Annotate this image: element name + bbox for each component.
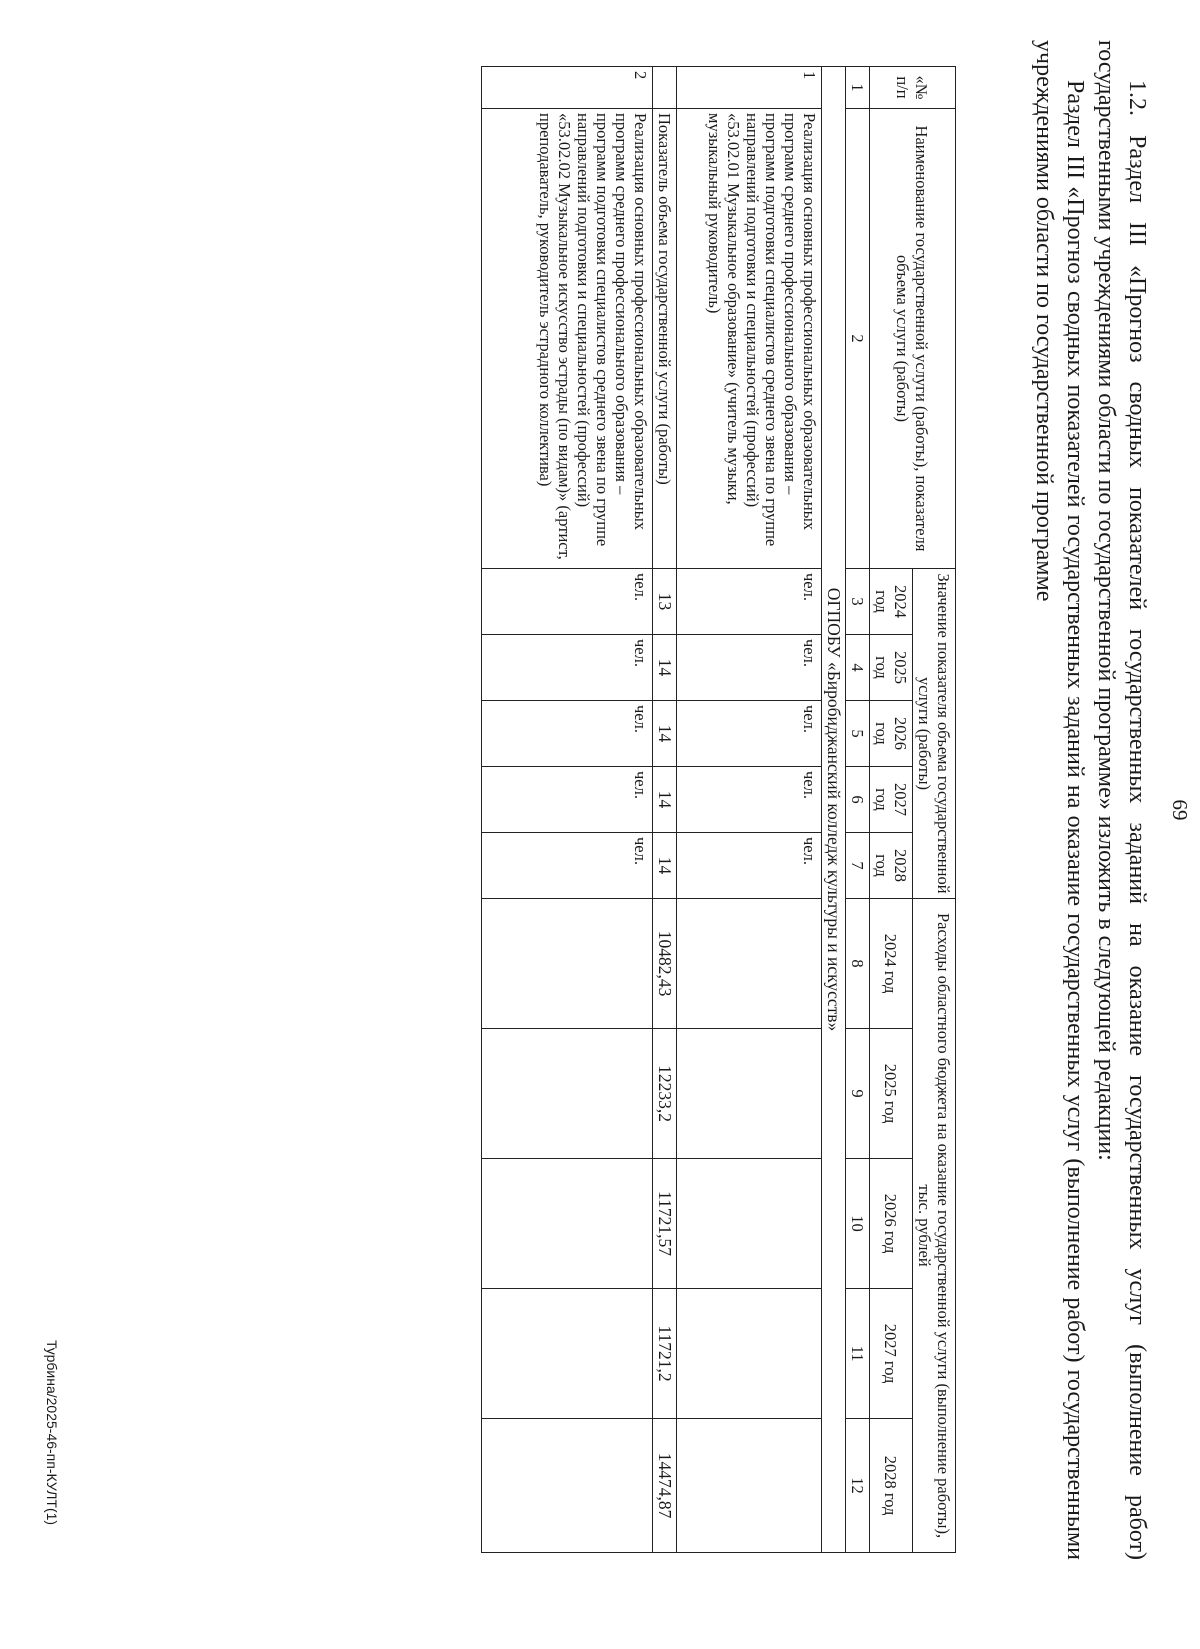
expense-cell: 11721,57 — [653, 1159, 677, 1289]
expense-cell — [677, 1029, 822, 1159]
volume-cell: чел. — [482, 635, 653, 701]
volume-cell: чел. — [482, 569, 653, 635]
expense-cell: 12233,2 — [653, 1029, 677, 1159]
header-volume-year: 2028 год — [870, 833, 913, 899]
column-number: 12 — [846, 1419, 870, 1553]
column-number: 11 — [846, 1289, 870, 1419]
expense-cell — [677, 1159, 822, 1289]
expense-cell: 14474,87 — [653, 1419, 677, 1553]
intro-paragraph-2: Раздел III «Прогноз сводных показателей государственных заданий на оказание государственных услуг (выполнение работ) государственными учреждениями области по государственной программе — [1031, 40, 1088, 1560]
column-number: 4 — [846, 635, 870, 701]
expense-cell — [677, 899, 822, 1029]
header-volume-year: 2025 год — [870, 635, 913, 701]
volume-cell: 14 — [653, 767, 677, 833]
forecast-table — [481, 66, 956, 1553]
header-row-1 — [913, 67, 956, 1553]
row-name: Реализация основных профессиональных образовательных программ среднего профессионального образования – программ подготовки специалистов среднего звена по группе направлений подготовки и специальностей (профессий) «53.02.01 Музыкальное образование» (учитель музыки, музыкальный руководитель) — [677, 109, 822, 569]
column-number: 9 — [846, 1029, 870, 1159]
header-expense-year: 2028 год — [870, 1419, 913, 1553]
volume-cell: чел. — [677, 569, 822, 635]
page-number: 69 — [1168, 799, 1192, 821]
volume-cell: чел. — [677, 833, 822, 899]
header-volume-year: 2027 год — [870, 767, 913, 833]
header-volume-group: Значение показателя объема государственной услуги (работы) — [913, 569, 956, 899]
column-number: 7 — [846, 833, 870, 899]
expense-cell: 10482,43 — [653, 899, 677, 1029]
document-page — [20, 0, 1200, 1620]
column-number: 8 — [846, 899, 870, 1029]
volume-cell: чел. — [482, 767, 653, 833]
volume-cell: чел. — [482, 833, 653, 899]
header-expense-year: 2026 год — [870, 1159, 913, 1289]
header-name: Наименование государственной услуги (работы), показателя объема услуги (работы) — [870, 109, 956, 569]
expense-cell — [482, 899, 653, 1029]
column-number: 3 — [846, 569, 870, 635]
expense-cell: 11721,2 — [653, 1289, 677, 1419]
row-name: Показатель объема государственной услуги (работы) — [653, 109, 677, 569]
table-row — [653, 67, 677, 1553]
column-number: 10 — [846, 1159, 870, 1289]
volume-cell: 14 — [653, 635, 677, 701]
row-num — [653, 67, 677, 109]
organization-row — [822, 67, 846, 1553]
expense-cell — [677, 1419, 822, 1553]
volume-cell: чел. — [677, 635, 822, 701]
header-expense-year: 2025 год — [870, 1029, 913, 1159]
table-row — [482, 67, 653, 1553]
header-expense-group: Расходы областного бюджета на оказание государственной услуги (выполнение работы), тыс. рублей — [913, 899, 956, 1553]
volume-cell: 14 — [653, 833, 677, 899]
row-num: 1 — [677, 67, 822, 109]
header-expense-year: 2024 год — [870, 899, 913, 1029]
expense-cell — [482, 1419, 653, 1553]
expense-cell — [482, 1029, 653, 1159]
header-expense-year: 2027 год — [870, 1289, 913, 1419]
volume-cell: чел. — [482, 701, 653, 767]
expense-cell — [482, 1289, 653, 1419]
row-num: 2 — [482, 67, 653, 109]
document-code: Турбина/2025-46-пп-КУЛТ(1) — [44, 1340, 60, 1526]
header-num: «№ п/п — [870, 67, 956, 109]
row-name: Реализация основных профессиональных образовательных программ среднего профессионального образования – программ подготовки специалистов среднего звена по группе направлений подготовки и специальностей (профессий) «53.02.02 Музыкальное искусство эстрады (по видам)» (артист, преподаватель, руководитель эстрадного коллектива) — [482, 109, 653, 569]
header-volume-year: 2024 год — [870, 569, 913, 635]
intro-text — [1028, 40, 1152, 1560]
expense-cell — [677, 1289, 822, 1419]
volume-cell: чел. — [677, 701, 822, 767]
column-number: 2 — [846, 109, 870, 569]
column-number: 1 — [846, 67, 870, 109]
table-row — [677, 67, 822, 1553]
column-number: 5 — [846, 701, 870, 767]
volume-cell: чел. — [677, 767, 822, 833]
column-number: 6 — [846, 767, 870, 833]
expense-cell — [482, 1159, 653, 1289]
organization-name: ОГПОБУ «Биробиджанский колледж культуры и искусств» — [822, 67, 846, 1553]
volume-cell: 13 — [653, 569, 677, 635]
intro-paragraph-1: 1.2. Раздел III «Прогноз сводных показателей государственных заданий на оказание государственных услуг (выполнение работ) государственными учреждениями области по государственной программе» изложить в следующей редакции: — [1093, 40, 1150, 1560]
header-volume-year: 2026 год — [870, 701, 913, 767]
column-number-row — [846, 67, 870, 1553]
volume-cell: 14 — [653, 701, 677, 767]
